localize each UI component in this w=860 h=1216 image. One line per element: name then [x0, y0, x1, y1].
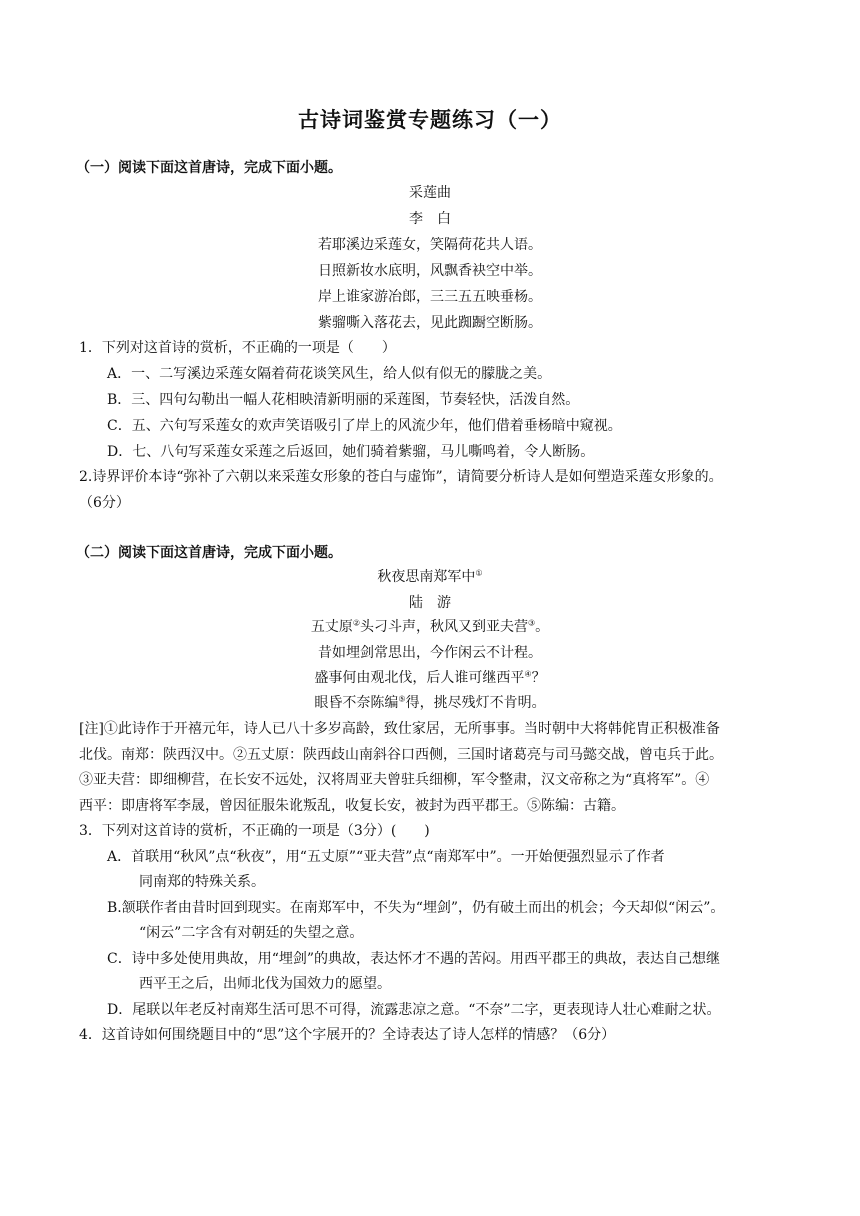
q3-option-d: D．尾联以年老反衬南郑生活可思不可得，流露悲凉之意。“不奈”二字，更表现诗人壮心难耐之状。 [107, 1002, 721, 1018]
annotation-line: 北伐。南郑：陕西汉中。②五丈原：陕西歧山南斜谷口西侧，三国时诸葛亮与司马懿交战，曾屯兵于此。 [79, 747, 723, 763]
poem-2-line: 五丈原②头刁斗声，秋风又到亚夫营③。 [310, 618, 550, 635]
annotation-line: ③亚夫营：即细柳营，在长安不远处，汉将周亚夫曾驻兵细柳，军令整肃，汉文帝称之为“真将军”。④ [79, 772, 710, 788]
annotation-line: 西平：即唐将军李晟，曾因征服朱讹叛乱，收复长安，被封为西平郡王。⑤陈编：古籍。 [79, 798, 625, 814]
question-2: 2.诗界评价本诗“弥补了六朝以来采莲女形象的苍白与虚饰”，请简要分析诗人是如何塑造采莲女形象的。 [79, 469, 723, 485]
poem-2-line: 昔如埋剑常思出，今作闲云不计程。 [318, 645, 542, 661]
poem-2-line: 盛事何由观北伐，后人谁可继西平④？ [314, 669, 546, 686]
question-2-score: （6分） [79, 495, 130, 511]
q3-option-c-cont: 西平王之后，出师北伐为国效力的愿望。 [139, 976, 391, 992]
poem-1-line: 日照新妆水底明，风飘香袂空中举。 [318, 263, 542, 279]
poem-1-line: 若耶溪边采莲女，笑隔荷花共人语。 [318, 237, 542, 253]
poem-2-line: 眼昏不奈陈编⑤得，挑尽残灯不肯明。 [314, 694, 546, 711]
question-3: 3．下列对这首诗的赏析，不正确的一项是（3分）( ) [79, 823, 430, 839]
question-4: 4．这首诗如何围绕题目中的“思”这个字展开的？全诗表达了诗人怎样的情感？（6分） [79, 1027, 616, 1043]
poem-1-line: 岸上谁家游冶郎，三三五五映垂杨。 [318, 289, 542, 305]
page-title: 古诗词鉴赏专题练习（一） [298, 108, 562, 132]
q3-option-a-cont: 同南郑的特殊关系。 [139, 874, 265, 890]
poem-1-author: 李 白 [409, 211, 451, 227]
q3-option-b: B.颔联作者由昔时回到现实。在南郑军中，不失为“埋剑”，仍有破土而出的机会；今天却似“闲云”。 [107, 900, 725, 916]
q1-option-d: D．七、八句写采莲女采莲之后返回，她们骑着紫骝，马儿嘶鸣着，令人断肠。 [107, 444, 595, 460]
q3-option-c: C．诗中多处使用典故，用“埋剑”的典故，表达怀才不遇的苦闷。用西平郡王的典故，表达自己想继 [107, 951, 721, 967]
poem-1-line: 紫骝嘶入落花去，见此踟蹰空断肠。 [318, 315, 542, 331]
section-1-heading: （一）阅读下面这首唐诗，完成下面小题。 [76, 160, 342, 176]
q1-option-c: C．五、六句写采莲女的欢声笑语吸引了岸上的风流少年，他们借着垂杨暗中窥视。 [107, 418, 622, 434]
q3-option-b-cont: “闲云”二字含有对朝廷的失望之意。 [139, 925, 364, 941]
section-2-heading: （二）阅读下面这首唐诗，完成下面小题。 [76, 545, 342, 561]
poem-2-author: 陆 游 [409, 595, 451, 611]
poem-1-title: 采莲曲 [409, 185, 451, 201]
question-1: 1．下列对这首诗的赏析，不正确的一项是（ ） [79, 340, 396, 356]
q3-option-a: A．首联用“秋风”点“秋夜”，用“五丈原”“亚夫营”点“南郑军中”。一开始便强烈显示了作者 [107, 849, 665, 865]
q1-option-b: B．三、四句勾勒出一幅人花相映清新明丽的采莲图，节奏轻快，活泼自然。 [107, 392, 580, 408]
annotation-line: [注]①此诗作于开禧元年，诗人已八十多岁高龄，致仕家居，无所事事。当时朝中大将韩侂胄正积极准备 [79, 721, 720, 737]
poem-2-title: 秋夜思南郑军中① [377, 568, 483, 585]
q1-option-a: A．一、二写溪边采莲女隔着荷花谈笑风生，给人似有似无的朦胧之美。 [107, 366, 552, 382]
